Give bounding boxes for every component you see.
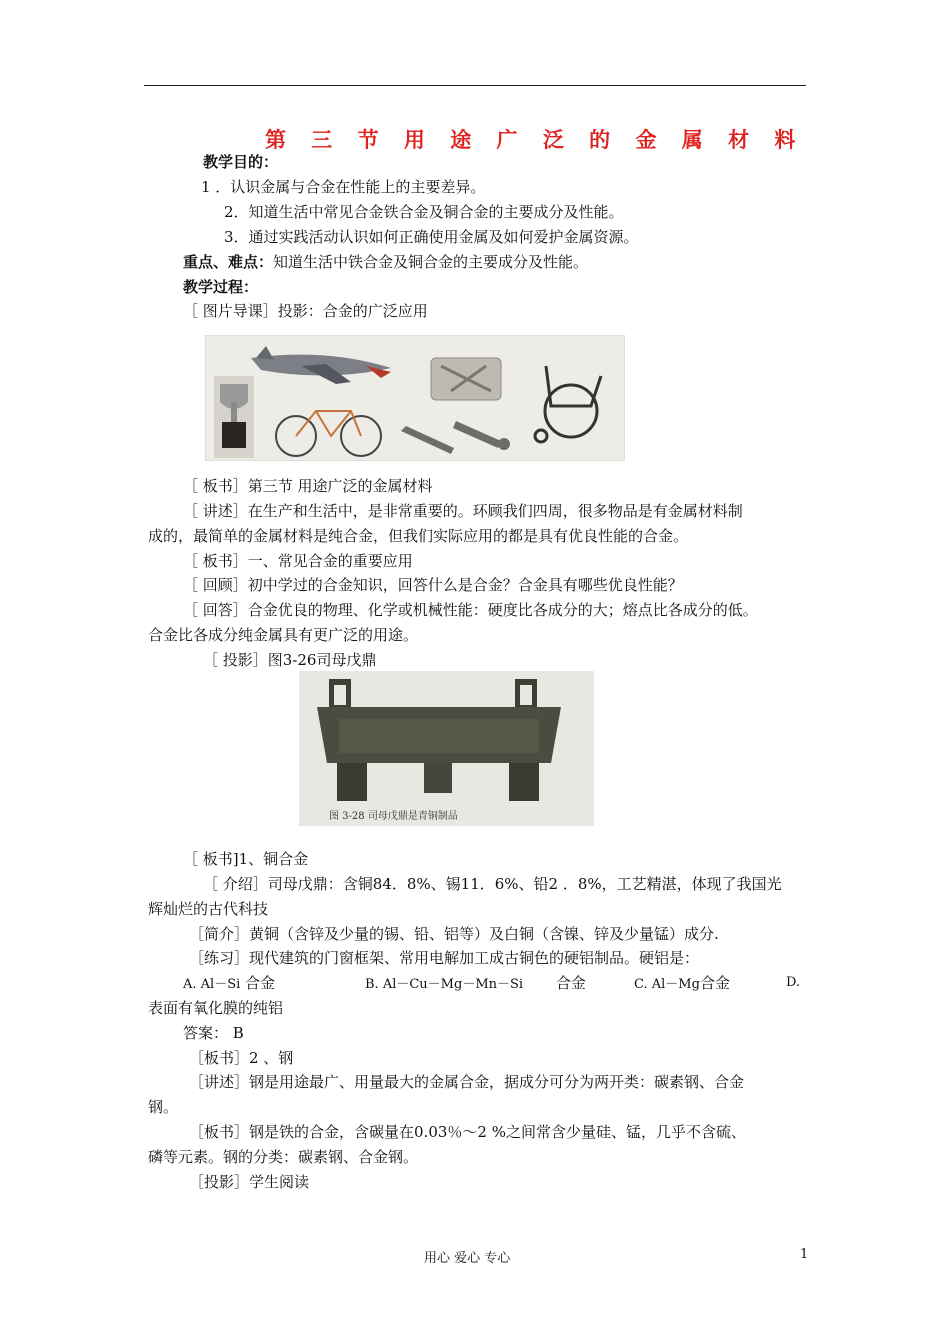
trophy-icon [214,376,254,458]
exercise: ［练习］现代建筑的门窗框架、常用电解加工成古铜色的硬铝制品。硬铝是： [189,949,700,967]
option-b-code: B. Al－Cu－Mg－Mn－Si [365,977,524,992]
option-a [183,972,275,996]
projection-2: ［投影］学生阅读 [189,1173,310,1191]
key-points [183,251,588,273]
board-4: ［板书］2 、钢 [189,1049,294,1067]
page-number: 1 [800,1247,809,1262]
airplane-icon [251,346,391,384]
intro-2-line-2: 辉灿烂的古代科技 [148,900,269,918]
answer-key: 答案： B [183,1024,244,1042]
process-heading: 教学过程： [183,278,259,296]
option-b [365,972,586,996]
figure-caption: 图 3-28 司母戊鼎是青铜制品 [329,811,458,822]
review: ［ 回顾］初中学过的合金知识，回答什么是合金？合金具有哪些优良性能？ [183,576,683,594]
ding-image [299,671,594,826]
projection: ［ 投影］图3-26司母戊鼎 [203,651,377,669]
option-b-word: 合金 [555,974,586,992]
option-a-word: 合金 [245,974,276,992]
wrench-icon [401,421,510,454]
objectives-heading: 教学目的： [203,153,279,171]
alloy-applications-image [205,335,625,461]
option-c-word: 合金 [699,974,730,992]
objective-1: 1 ．认识金属与合金在性能上的主要差异。 [201,178,486,196]
objective-3: 3．通过实践活动认识如何正确使用金属及如何爱护金属资源。 [224,228,639,246]
lecture-2-line-1: ［讲述］钢是用途最广、用量最大的金属合金，据成分可分为两开类：碳素钢、合金 [189,1073,745,1091]
option-c [634,972,730,996]
bicycle-icon [276,411,381,456]
wheelchair-icon [535,366,601,442]
key-points-text: 知道生活中铁合金及铜合金的主要成分及性能。 [273,253,589,271]
option-d-code: D. [786,975,801,990]
page-title: 第 三 节 用 途 广 泛 的 金 属 材 料 [265,128,805,152]
board-1: ［ 板书］第三节 用途广泛的金属材料 [183,477,433,495]
lecture-1-line-2: 成的，最简单的金属材料是纯合金，但我们实际应用的都是具有优良性能的合金。 [148,527,689,545]
objective-2: 2．知道生活中常见合金铁合金及铜合金的主要成分及性能。 [224,203,624,221]
bronze-ding-icon [317,679,561,801]
board-5-line-2: 磷等元素。钢的分类：碳素钢、合金钢。 [148,1148,419,1166]
header-rule [144,85,806,86]
board-5-line-1: ［板书］钢是铁的合金，含碳量在0.03％～2 %之间常含少量硅、锰，几乎不含硫、 [189,1123,746,1141]
board-2: ［ 板书］一、常见合金的重要应用 [183,552,413,570]
intro-2-line-1: ［ 介绍］司母戊鼎：含铜84．8%、锡11．6%、铅2 ．8%，工艺精湛，体现了我国光 [203,875,782,893]
board-3: ［ 板书]1、铜合金 [183,850,309,868]
lecture-2-line-2: 钢。 [148,1098,179,1116]
answer-line-1: ［ 回答］合金优良的物理、化学或机械性能：硬度比各成分的大；熔点比各成分的低。 [183,601,758,619]
intro-line: ［ 图片导课］投影：合金的广泛应用 [183,302,428,320]
footer-text: 用心 爱心 专心 [424,1251,511,1266]
option-d-text: 表面有氧化膜的纯铝 [148,999,284,1017]
tools-tray-icon [431,358,501,400]
option-a-code: A. Al－Si [183,977,241,992]
option-c-code: C. Al－Mg [634,977,700,992]
brief: ［简介］黄铜（含锌及少量的锡、铅、铝等）及白铜（含镍、锌及少量锰）成分. [189,925,719,943]
lecture-1-line-1: ［ 讲述］在生产和生活中，是非常重要的。环顾我们四周，很多物品是有金属材料制 [183,502,743,520]
answer-line-2: 合金比各成分纯金属具有更广泛的用途。 [148,626,419,644]
key-points-label: 重点、难点： [183,253,274,271]
